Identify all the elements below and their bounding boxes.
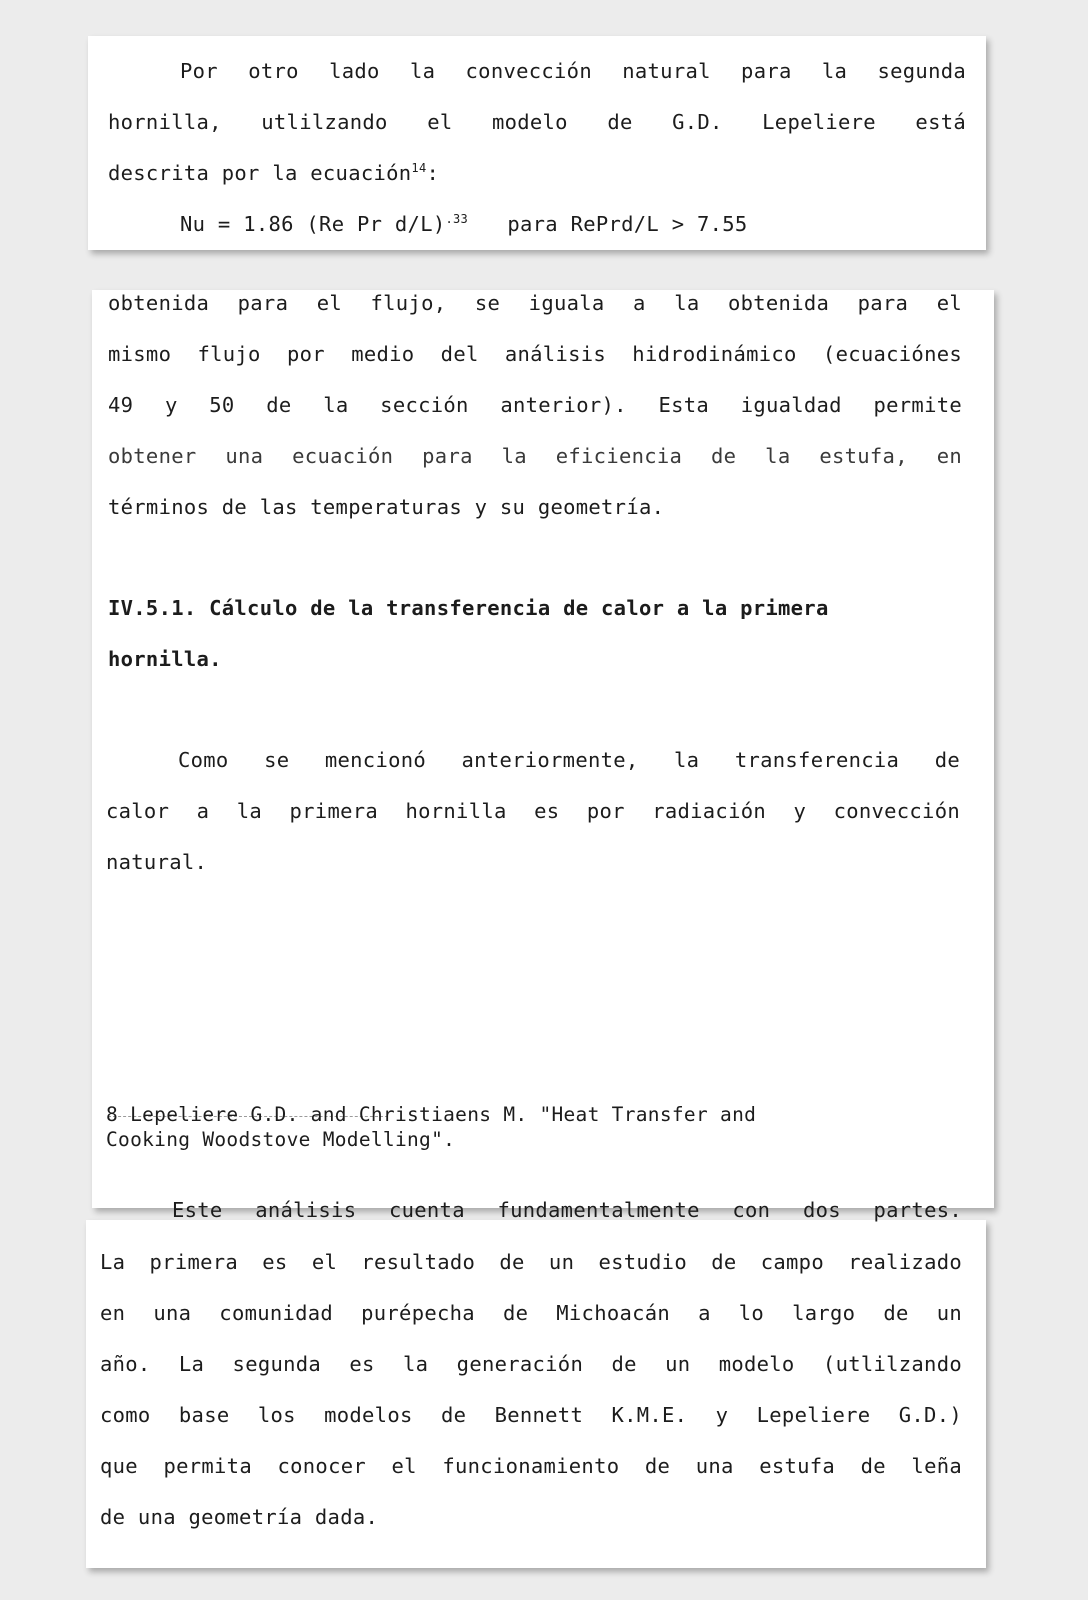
paragraph-line: como base los modelos de Bennett K.M.E. y Lepeliere G.D.) <box>100 1403 962 1427</box>
paragraph-line: que permita conocer el funcionamiento de una estufa de leña <box>100 1454 962 1478</box>
paragraph-line: La primera es el resultado de un estudio de campo realizado <box>100 1250 962 1274</box>
page-fragment-middle <box>92 290 994 1208</box>
paragraph-line: Este análisis cuenta fundamentalmente con dos partes. <box>172 1198 962 1222</box>
equation-exponent: .33 <box>445 212 469 227</box>
paragraph-line: mismo flujo por medio del análisis hidrodinámico (ecuaciónes <box>108 342 962 366</box>
footnote: 8 Lepeliere G.D. and Christiaens M. "Heat Transfer and <box>106 1103 757 1126</box>
page-fragment-bottom <box>86 1198 986 1568</box>
paragraph-line: 49 y 50 de la sección anterior). Esta igualdad permite <box>108 393 962 417</box>
paragraph-line: términos de las temperaturas y su geometría. <box>108 495 665 519</box>
paragraph-line: obtener una ecuación para la eficiencia de la estufa, en <box>108 444 962 468</box>
paragraph-line: de una geometría dada. <box>100 1505 379 1529</box>
paragraph-line: en una comunidad purépecha de Michoacán a lo largo de un <box>100 1301 962 1325</box>
citation-superscript: 14 <box>411 161 427 176</box>
paragraph-line: año. La segunda es la generación de un modelo (utlilzando <box>100 1352 962 1376</box>
line-colon: : <box>426 161 440 185</box>
paragraph-line: Por otro lado la convección natural para la segunda <box>180 59 966 83</box>
paragraph-line: natural. <box>106 850 208 874</box>
equation <box>180 211 748 237</box>
equation-lhs: Nu = 1.86 (Re Pr d/L) <box>180 212 446 236</box>
page-fragment-top <box>88 36 986 250</box>
paragraph-line <box>108 160 439 186</box>
section-heading-continued: hornilla. <box>108 647 222 671</box>
section-heading: IV.5.1. Cálculo de la transferencia de calor a la primera <box>108 596 829 620</box>
paragraph-line: hornilla, utlilzando el modelo de G.D. Lepeliere está <box>108 110 966 134</box>
equation-condition: para RePrd/L > 7.55 <box>507 212 748 236</box>
line-text: descrita por la ecuación <box>108 161 412 185</box>
footnote-continued: Cooking Woodstove Modelling". <box>106 1128 456 1151</box>
paragraph-line: calor a la primera hornilla es por radiación y convección <box>106 799 960 823</box>
paragraph-line: obtenida para el flujo, se iguala a la obtenida para el <box>108 291 962 315</box>
paragraph-line: Como se mencionó anteriormente, la transferencia de <box>178 748 960 772</box>
